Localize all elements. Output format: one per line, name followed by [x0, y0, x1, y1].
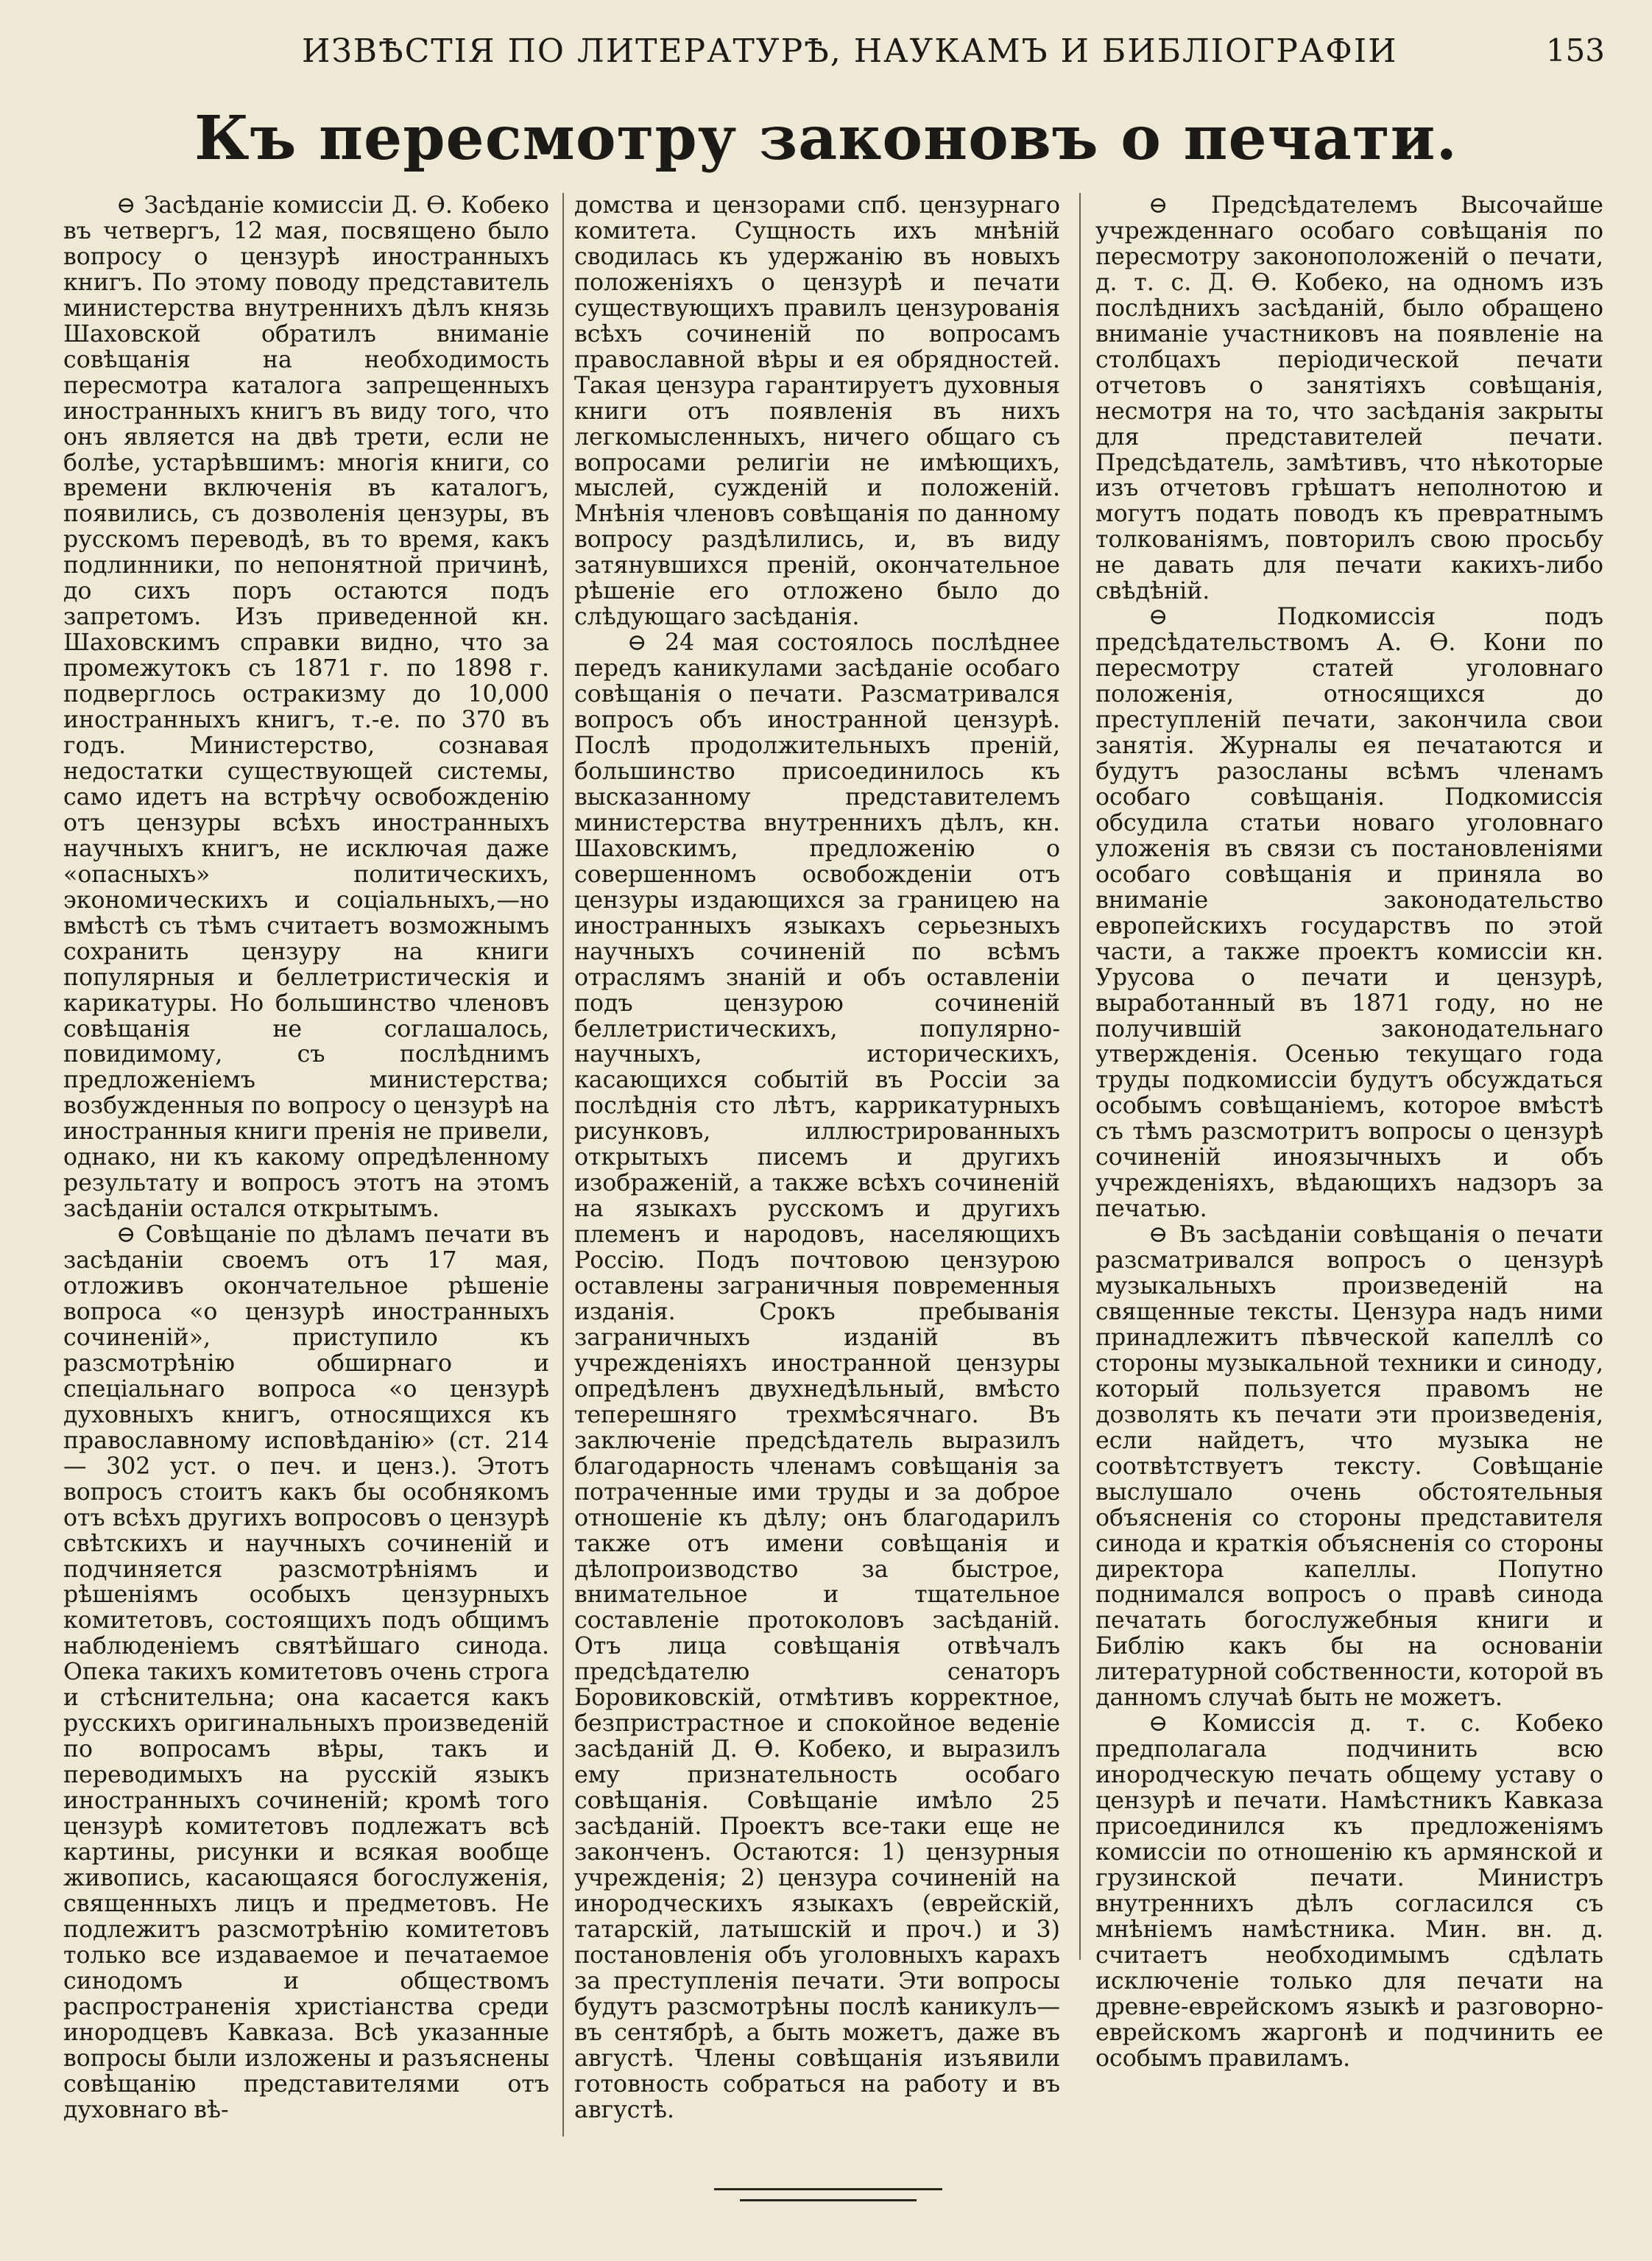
paragraph: ⊖ Подкомиссія подъ предсѣдательствомъ А. Ѳ. Кони по пересмотру статей уголовнаго положенія, относящихся до преступленій печати, закончила свои занятія. Журналы ея печатаются и будутъ разосланы всѣмъ членамъ особаго совѣщанія. Подкомиссія обсудила статьи новаго уголовнаго уложенія въ связи съ постановленіями особаго совѣщанія и приняла во вниманіе законодательство европейскихъ государствъ по этой части, а также проектъ комиссіи кн. Урусова о печати и цензурѣ, выработанный въ 1871 году, но не получившій законодательнаго утвержденія. Осенью текущаго года труды подкомиссіи будутъ обсуждаться особымъ совѣщаніемъ, которое вмѣстѣ съ тѣмъ разсмотритъ вопросы о цензурѣ сочиненій иноязычныхъ и объ учрежденіяхъ, вѣдающихъ надзоръ за печатью. [1095, 604, 1603, 1223]
column-divider [562, 193, 564, 2137]
page-header [52, 32, 1605, 77]
paragraph: ⊖ 24 мая состоялось послѣднее передъ каникулами засѣданіе особаго совѣщанія о печати. Разсматривался вопросъ объ иностранной цензурѣ. Послѣ продолжительныхъ преній, большинство присоединилось къ высказанному представителемъ министерства внутреннихъ дѣлъ, кн. Шаховскимъ, предложенію о совершенномъ освобожденіи отъ цензуры издающихся за границею на иностранныхъ языкахъ серьезныхъ научныхъ сочиненій по всѣмъ отраслямъ знаній и объ оставленіи подъ цензурою сочиненій беллетристическихъ, популярно-научныхъ, историческихъ, касающихся событій въ Россіи за послѣднія сто лѣтъ, каррикатурныхъ рисунковъ, иллюстрированныхъ открытыхъ писемъ и другихъ изображеній, а также всѣхъ сочиненій на языкахъ русскомъ и другихъ племенъ и народовъ, населяющихъ Россію. Подъ почтовою цензурою оставлены заграничныя повременныя изданія. Срокъ пребыванія заграничныхъ изданій въ учрежденіяхъ иностранной цензуры опредѣленъ двухнедѣльный, вмѣсто теперешняго трехмѣсячнаго. Въ заключеніе предсѣдатель выразилъ благодарность членамъ совѣщанія за потраченные ими труды и за доброе отношеніе къ дѣлу; онъ благодарилъ также отъ имени совѣщанія и дѣлопроизводство за быстрое, внимательное и тщательное составленіе протоколовъ засѣданій. Отъ лица совѣщанія отвѣчалъ предсѣдателю сенаторъ Боровиковскій, отмѣтивъ корректное, безпристрастное и спокойное веденіе засѣданій Д. Ѳ. Кобеко, и выразилъ ему признательность особаго совѣщанія. Совѣщаніе имѣло 25 засѣданій. Проектъ все-таки еще не законченъ. Остаются: 1) цензурныя учрежденія; 2) цензура сочиненій на инородческихъ языкахъ (еврейскій, татарскій, латышскій и проч.) и 3) постановленія объ уголовныхъ карахъ за преступленія печати. Эти вопросы будутъ разсмотрѣны послѣ каникулъ— въ сентябрѣ, а быть можетъ, даже въ августѣ. Члены совѣщанія изъявили готовность собраться на работу и въ августѣ. [574, 629, 1060, 2123]
column-1 [63, 193, 549, 2123]
paragraph: ⊖ Комиссія д. т. с. Кобеко предполагала подчинить всю инородческую печать общему уставу о цензурѣ и печати. Намѣстникъ Кавказа присоединился къ предложеніямъ комиссіи по отношенію къ армянской и грузинской печати. Министръ внутреннихъ дѣлъ согласился съ мнѣніемъ намѣстника. Мин. вн. д. считаетъ необходимымъ сдѣлать исключеніе только для печати на древне-еврейскомъ языкѣ и разговорно-еврейскомъ жаргонѣ и подчинить ее особымъ правиламъ. [1095, 1710, 1603, 2072]
page-number: 153 [1545, 32, 1605, 68]
paragraph: домства и цензорами спб. цензурнаго комитета. Сущность ихъ мнѣній сводилась къ удержанію въ новыхъ положеніяхъ о цензурѣ и печати существующихъ правилъ цензурованія всѣхъ сочиненій по вопросамъ православной вѣры и ея обрядностей. Такая цензура гарантируетъ духовныя книги отъ появленія въ нихъ легкомысленныхъ, ничего общаго съ вопросами религіи не имѣющихъ, мыслей, сужденій и положеній. Мнѣнія членовъ совѣщанія по данному вопросу раздѣлились, и, въ виду затянувшихся преній, окончательное рѣшеніе его отложено было до слѣдующаго засѣданія. [574, 192, 1060, 631]
column-2 [574, 193, 1060, 2123]
end-of-article-rule [714, 2188, 942, 2210]
paragraph: ⊖ Совѣщаніе по дѣламъ печати въ засѣданіи своемъ отъ 17 мая, отложивъ окончательное рѣшеніе вопроса «о цензурѣ иностранныхъ сочиненій», приступило къ разсмотрѣнію обширнаго и спеціальнаго вопроса «о цензурѣ духовныхъ книгъ, относящихся къ православному исповѣданію» (ст. 214 — 302 уст. о печ. и ценз.). Этотъ вопросъ стоитъ какъ бы особнякомъ отъ всѣхъ другихъ вопросовъ о цензурѣ свѣтскихъ и научныхъ сочиненій и подчиняется разсмотрѣніямъ и рѣшеніямъ особыхъ цензурныхъ комитетовъ, состоящихъ подъ общимъ наблюденіемъ святѣйшаго синода. Опека такихъ комитетовъ очень строга и стѣснительна; она касается какъ русскихъ оригинальныхъ произведеній по вопросамъ вѣры, такъ и переводимыхъ на русскій языкъ иностранныхъ сочиненій; кромѣ того цензурѣ комитетовъ подлежатъ всѣ картины, рисунки и всякая вообще живопись, касающаяся богослуженія, священныхъ лицъ и предметовъ. Не подлежитъ разсмотрѣнію комитетовъ только все издаваемое и печатаемое синодомъ и обществомъ распространенія христіанства среди инородцевъ Кавказа. Всѣ указанные вопросы были изложены и разъяснены совѣщанію представителями отъ духовнаго вѣ- [63, 1221, 549, 2123]
column-3 [1095, 193, 1603, 2072]
paragraph: ⊖ Въ засѣданіи совѣщанія о печати разсматривался вопросъ о цензурѣ музыкальныхъ произведеній на священные тексты. Цензура надъ ними принадлежитъ пѣвческой капеллѣ со стороны музыкальной техники и синоду, который пользуется правомъ не дозволять къ печати эти произведенія, если найдетъ, что музыка не соотвѣтствуетъ тексту. Совѣщаніе выслушало очень обстоятельныя объясненія со стороны представителя синода и краткія объясненія со стороны директора капеллы. Попутно поднимался вопросъ о правѣ синода печатать богослужебныя книги и Библію какъ бы на основаніи литературной собственности, которой въ данномъ случаѣ быть не можетъ. [1095, 1221, 1603, 1712]
running-head: ИЗВѢСТІЯ ПО ЛИТЕРАТУРѢ, НАУКАМЪ И БИБЛІОГРАФІИ [302, 32, 1398, 70]
paragraph: ⊖ Предсѣдателемъ Высочайше учрежденнаго особаго совѣщанія по пересмотру законоположеній о печати, д. т. с. Д. Ѳ. Кобеко, на одномъ изъ послѣднихъ засѣданій, было обращено вниманіе участниковъ на появленіе на столбцахъ періодической печати отчетовъ о занятіяхъ совѣщанія, несмотря на то, что засѣданія закрыты для представителей печати. Предсѣдатель, замѣтивъ, что нѣкоторые изъ отчетовъ грѣшатъ неполнотою и могутъ подать поводъ къ превратнымъ толкованіямъ, повторилъ свою просьбу не давать для печати какихъ-либо свѣдѣній. [1095, 192, 1603, 605]
column-divider [1079, 193, 1081, 1960]
paragraph: ⊖ Засѣданіе комиссіи Д. Ѳ. Кобеко въ четвергъ, 12 мая, посвящено было вопросу о цензурѣ иностранныхъ книгъ. По этому поводу представитель министерства внутреннихъ дѣлъ князь Шаховской обратилъ вниманіе совѣщанія на необходимость пересмотра каталога запрещенныхъ иностранныхъ книгъ въ виду того, что онъ является на двѣ трети, если не болѣе, устарѣвшимъ: многія книги, со времени включенія въ каталогъ, появились, съ дозволенія цензуры, въ русскомъ переводѣ, въ то время, какъ подлинники, по непонятной причинѣ, до сихъ поръ остаются подъ запретомъ. Изъ приведенной кн. Шаховскимъ справки видно, что за промежутокъ съ 1871 г. по 1898 г. подверглось остракизму до 10,000 иностранныхъ книгъ, т.-е. по 370 въ годъ. Министерство, сознавая недостатки существующей системы, само идетъ на встрѣчу освобожденію отъ цензуры всѣхъ иностранныхъ научныхъ книгъ, не исключая даже «опасныхъ» политическихъ, экономическихъ и соціальныхъ,—но вмѣстѣ съ тѣмъ считаетъ возможнымъ сохранить цензуру на книги популярныя и беллетристическія и карикатуры. Но большинство членовъ совѣщанія не соглашалось, повидимому, съ послѣднимъ предложеніемъ министерства; возбужденныя по вопросу о цензурѣ на иностранныя книги пренія не привели, однако, ни къ какому опредѣленному результату и вопросъ этотъ на этомъ засѣданіи остался открытымъ. [63, 192, 549, 1223]
article-title: Къ пересмотру законовъ о печати. [194, 103, 1458, 174]
